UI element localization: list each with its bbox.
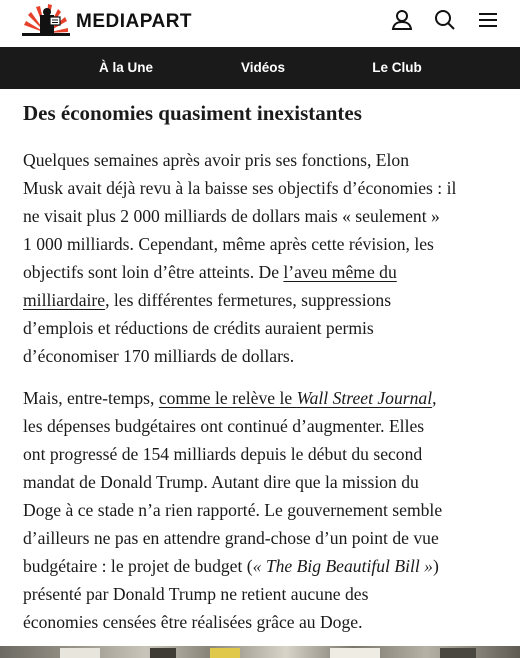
search-icon[interactable] (432, 7, 458, 33)
wsj-link-title: Wall Street Journal (296, 388, 433, 408)
wsj-link[interactable] (159, 388, 432, 408)
p2-line: présenté par Donald Trump ne retient aucune des (23, 584, 369, 604)
p2-line: Doge à ce stade n’a rien rapporté. Le gouvernement semble (23, 500, 443, 520)
p1-line: d’emplois et réductions de crédits auraient permis (23, 318, 374, 338)
bill-title: « The Big Beautiful Bill » (252, 556, 433, 576)
site-header (0, 0, 520, 47)
p1-line: d’économiser 170 milliards de dollars. (23, 346, 295, 366)
p1-line: 1 000 milliards. Cependant, même après cette révision, les (23, 234, 434, 254)
image-detail (210, 648, 240, 658)
p2-line: ) (432, 556, 439, 576)
image-detail (330, 648, 380, 658)
nav-item-videos[interactable]: Vidéos (240, 60, 286, 75)
aveu-link-text: milliardaire (23, 290, 106, 310)
p1-line: ne visait plus 2 000 milliards de dollars mais « seulement » (23, 206, 440, 226)
aveu-link-text: l’aveu même du (283, 262, 397, 282)
article-image (0, 646, 520, 658)
mediapart-logo[interactable] (22, 3, 192, 37)
p2-line: Mais, entre-temps, (23, 388, 159, 408)
p2-line: mandat de Donald Trump. Autant dire que la mission du (23, 472, 419, 492)
logo-mark-icon (22, 3, 70, 37)
nav-item-le-club[interactable]: Le Club (372, 60, 422, 75)
p2-line: d’ailleurs ne pas en attendre grand-chose d’un point de vue (23, 528, 439, 548)
menu-icon[interactable] (475, 7, 501, 33)
nav-item-a-la-une[interactable]: À la Une (98, 60, 154, 75)
p2-line: budgétaire : le projet de budget ( (23, 556, 253, 576)
paragraph-1 (23, 146, 503, 370)
p1-line: , les différentes fermetures, suppressions (105, 290, 392, 310)
p1-line: Quelques semaines après avoir pris ses fonctions, Elon (23, 150, 409, 170)
paragraph-2 (23, 384, 503, 636)
image-detail (60, 648, 100, 658)
p2-line: ont progressé de 154 milliards depuis le début du second (23, 444, 423, 464)
p2-line: les dépenses budgétaires ont continué d’augmenter. Elles (23, 416, 425, 436)
p1-line: Musk avait déjà revu à la baisse ses objectifs d’économies : il (23, 178, 457, 198)
section-subheading: Des économies quasiment inexistantes (23, 101, 362, 125)
wsj-link-text: comme le relève le (158, 388, 297, 408)
image-detail (440, 648, 476, 658)
image-detail (150, 648, 176, 658)
main-nav (0, 47, 520, 89)
user-icon[interactable] (389, 7, 415, 33)
logo-text: MEDIAPART (76, 10, 193, 32)
p1-line: objectifs sont loin d’être atteints. De (23, 262, 284, 282)
article-body (23, 100, 503, 636)
p2-line: , (432, 388, 437, 408)
p2-line: économies censées être réalisées grâce au Doge. (23, 612, 363, 632)
